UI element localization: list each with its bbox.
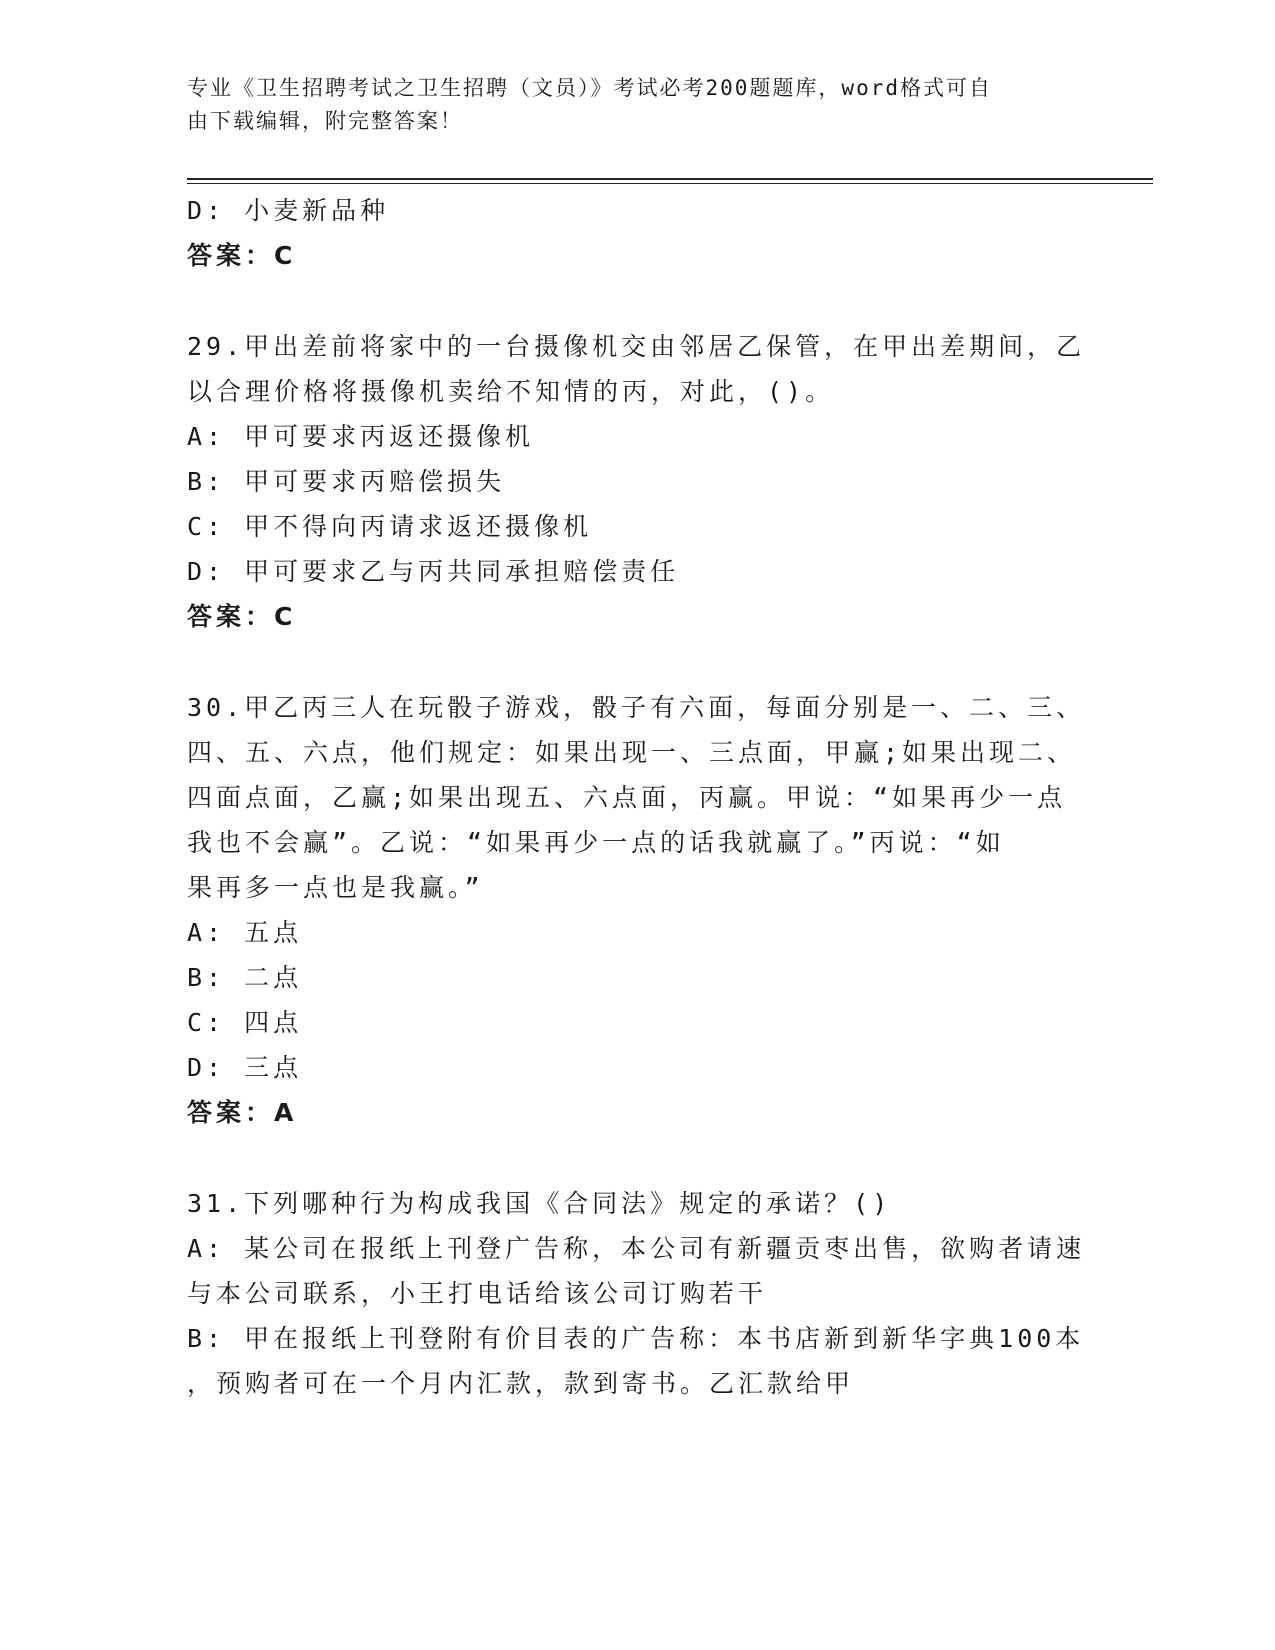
question-29 xyxy=(187,324,1087,639)
option-a: A: 甲可要求丙返还摄像机 xyxy=(187,422,535,451)
header-line-1: 专业《卫生招聘考试之卫生招聘（文员）》考试必考200题题库，word格式可自 xyxy=(187,76,992,100)
option-b: B: 甲可要求丙赔偿损失 xyxy=(187,467,506,496)
option-a-line: A: 某公司在报纸上刊登广告称，本公司有新疆贡枣出售，欲购者请速 xyxy=(187,1234,1086,1263)
option-d: D: 三点 xyxy=(187,1053,303,1082)
option-d: D: 小麦新品种 xyxy=(187,196,390,225)
header-rule-thin xyxy=(187,183,1153,184)
document-header xyxy=(187,72,1087,138)
question-31 xyxy=(187,1181,1087,1406)
header-line-2: 由下载编辑，附完整答案！ xyxy=(187,109,463,133)
answer-label: 答案：A xyxy=(187,1098,298,1127)
option-b-line: ，预购者可在一个月内汇款，款到寄书。乙汇款给甲 xyxy=(187,1369,855,1398)
header-rule-thick xyxy=(187,178,1153,180)
answer-label: 答案：C xyxy=(187,241,297,270)
option-d: D: 甲可要求乙与丙共同承担赔偿责任 xyxy=(187,557,680,586)
option-a-line: 与本公司联系，小王打电话给该公司订购若干 xyxy=(187,1279,768,1308)
option-a: A: 五点 xyxy=(187,918,303,947)
option-b-line: B: 甲在报纸上刊登附有价目表的广告称：本书店新到新华字典100本 xyxy=(187,1324,1085,1353)
question-30 xyxy=(187,685,1087,1135)
question-list xyxy=(187,188,1087,1406)
question-text-line: 29.甲出差前将家中的一台摄像机交由邻居乙保管，在甲出差期间，乙 xyxy=(187,332,1086,361)
question-text-line: 31.下列哪种行为构成我国《合同法》规定的承诺？() xyxy=(187,1189,892,1218)
question-text-line: 四、五、六点，他们规定：如果出现一、三点面，甲赢;如果出现二、 xyxy=(187,738,1077,767)
question-text-line: 我也不会赢”。乙说：“如果再少一点的话我就赢了。”丙说：“如 xyxy=(187,828,1005,857)
option-b: B: 二点 xyxy=(187,963,303,992)
question-text-line: 30.甲乙丙三人在玩骰子游戏，骰子有六面，每面分别是一、二、三、 xyxy=(187,693,1086,722)
option-c: C: 甲不得向丙请求返还摄像机 xyxy=(187,512,593,541)
question-28 xyxy=(187,188,1087,278)
question-text-line: 果再多一点也是我赢。” xyxy=(187,873,484,902)
option-c: C: 四点 xyxy=(187,1008,303,1037)
question-text-line: 以合理价格将摄像机卖给不知情的丙，对此，()。 xyxy=(187,377,835,406)
answer-label: 答案：C xyxy=(187,602,297,631)
question-text-line: 四面点面，乙赢;如果出现五、六点面，丙赢。甲说：“如果再少一点 xyxy=(187,783,1067,812)
